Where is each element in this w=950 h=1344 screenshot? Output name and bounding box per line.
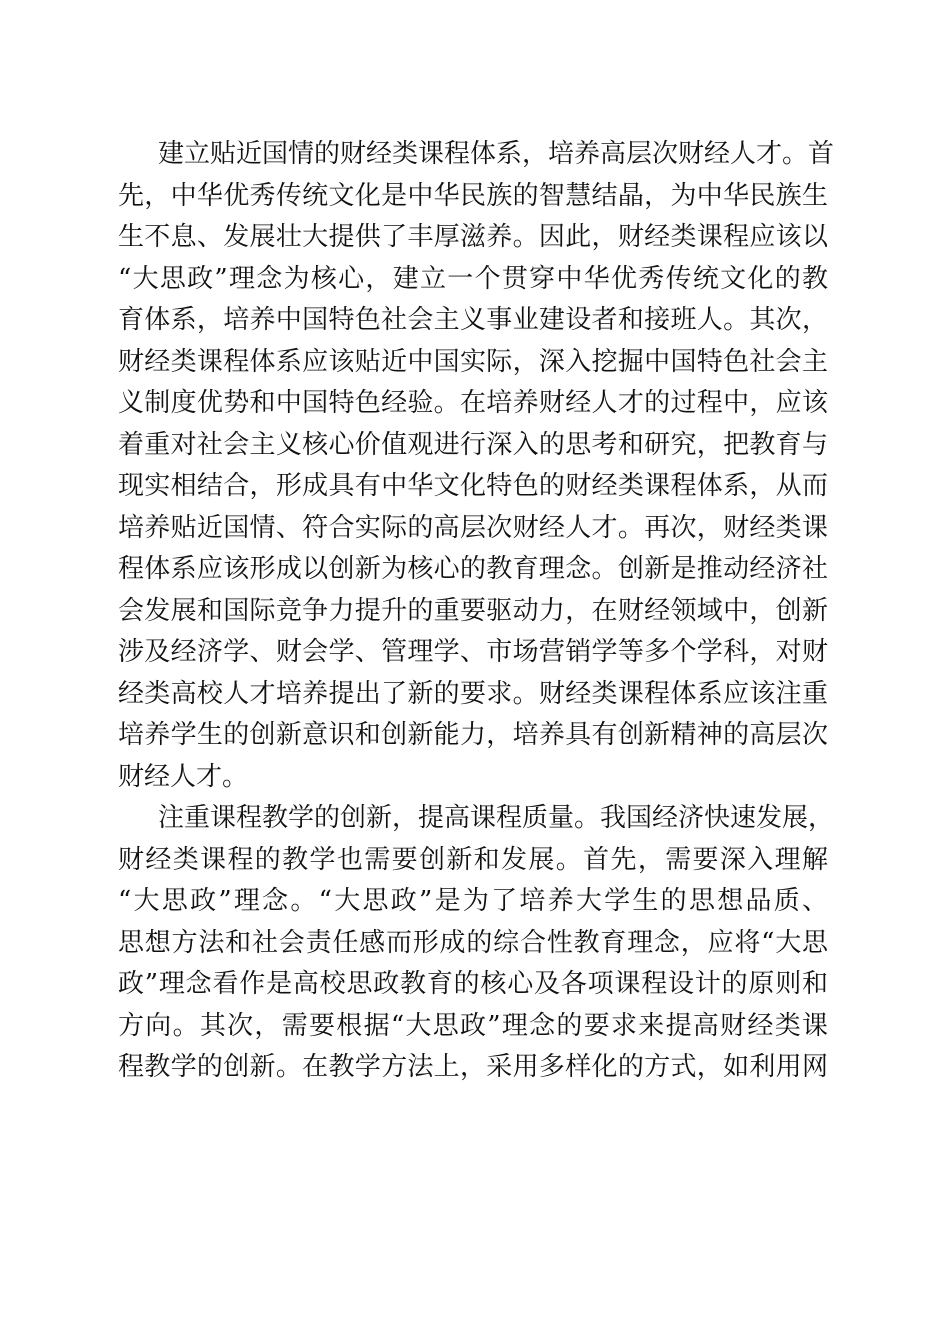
paragraph-line: 财经类课程的教学也需要创新和发展。首先，需要深入理解 [118,844,828,875]
paragraph-line: 程体系应该形成以创新为核心的教育理念。创新是推动经济社 [118,554,828,584]
paragraph-2 [118,798,835,1089]
paragraph-line: 培养学生的创新意识和创新能力，培养具有创新精神的高层次 [118,720,828,750]
paragraph-line: 先，中华优秀传统文化是中华民族的智慧结晶，为中华民族生 [118,180,828,211]
paragraph-line: 现实相结合，形成具有中华文化特色的财经类课程体系，从而 [118,471,828,501]
paragraph-line: 涉及经济学、财会学、管理学、市场营销学等多个学科，对财 [118,637,828,667]
paragraph-line: 会发展和国际竞争力提升的重要驱动力，在财经领域中，创新 [118,595,828,626]
paragraph-line: “大思政”理念为核心，建立一个贯穿中华优秀传统文化的教 [118,263,828,294]
paragraph-line: 程教学的创新。在教学方法上，采用多样化的方式，如利用网 [118,1052,828,1082]
paragraph-line: 注重课程教学的创新，提高课程质量。我国经济快速发展， [158,803,835,833]
paragraph-line: 育体系，培养中国特色社会主义事业建设者和接班人。其次， [118,305,828,335]
paragraph-line: 财经人才。 [118,761,249,792]
paragraph-line: 政”理念看作是高校思政教育的核心及各项课程设计的原则和 [118,969,828,999]
paragraph-line: 义制度优势和中国特色经验。在培养财经人才的过程中，应该 [118,388,828,418]
body-text [118,134,835,1089]
paragraph-line: 培养贴近国情、符合实际的高层次财经人才。再次，财经类课 [118,512,828,543]
paragraph-line: 方向。其次，需要根据“大思政”理念的要求来提高财经类课 [118,1010,828,1041]
paragraph-line: 着重对社会主义核心价值观进行深入的思考和研究，把教育与 [118,429,828,460]
paragraph-1 [118,134,835,798]
paragraph-line: 经类高校人才培养提出了新的要求。财经类课程体系应该注重 [118,678,828,709]
paragraph-line: 财经类课程体系应该贴近中国实际，深入挖掘中国特色社会主 [118,346,828,377]
paragraph-line: 生不息、发展壮大提供了丰厚滋养。因此，财经类课程应该以 [118,222,828,252]
paragraph-line: “大思政”理念。“大思政”是为了培养大学生的思想品质、 [118,886,828,916]
paragraph-line: 思想方法和社会责任感而形成的综合性教育理念，应将“大思 [118,927,828,958]
paragraph-line: 建立贴近国情的财经类课程体系，培养高层次财经人才。首 [158,139,835,169]
